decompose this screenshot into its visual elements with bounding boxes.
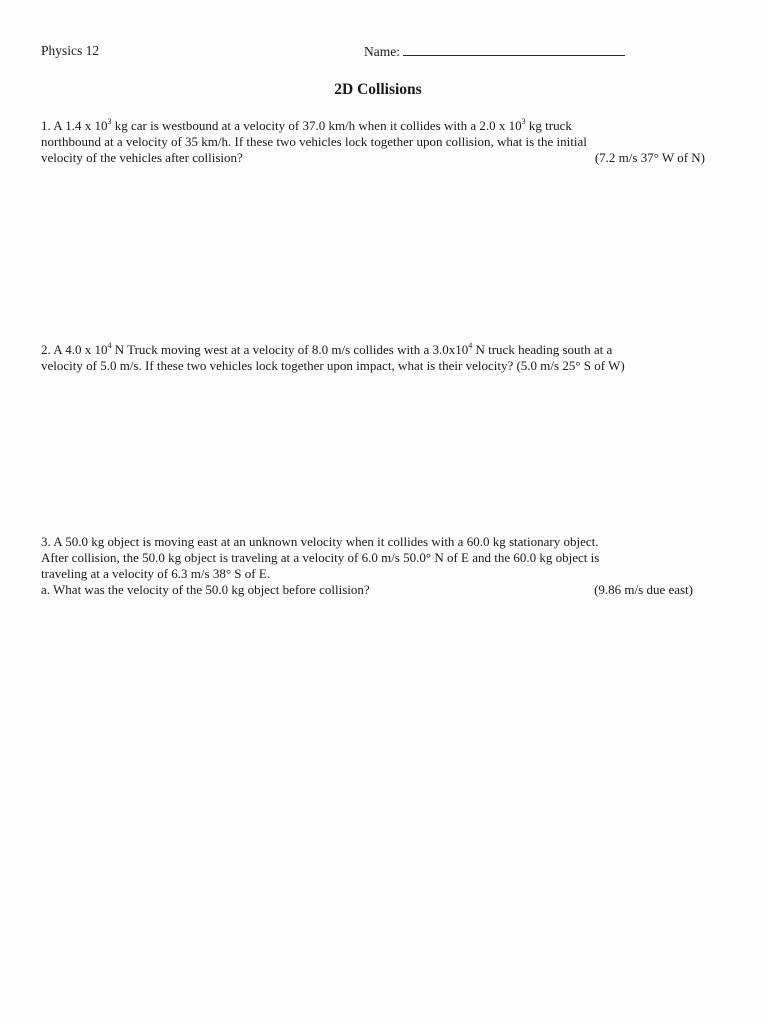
question-2	[41, 342, 711, 374]
question-2-line-1: 2. A 4.0 x $10^4$ N Truck moving west at a velocity of 8.0 m/s collides with a $3.0x10^4$ N truck heading south at a	[41, 340, 613, 357]
question-1-answer: (7.2 m/s 37° W of N)	[594, 150, 705, 165]
question-1-line-3: velocity of the vehicles after collision? (7.2 m/s 37° W of N)	[41, 150, 711, 166]
course-label: Physics 12	[41, 43, 100, 58]
question-1-line-1: 1. A 1.4 x $10^3$ kg car is westbound at a velocity of 37.0 km/h when it collides with a 2.0 x $10^3$ kg truck	[41, 116, 572, 133]
question-2-answer: (5.0 m/s 25° S of W)	[516, 358, 625, 373]
page-title: 2D Collisions	[334, 81, 422, 98]
question-3-line-1: 3. A 50.0 kg object is moving east at an unknown velocity when it collides with a 60.0 kg stationary object.	[41, 534, 599, 549]
question-3	[41, 534, 711, 598]
question-1-line-2: northbound at a velocity of 35 km/h. If these two vehicles lock together upon collision, what is the initial	[41, 134, 587, 149]
question-3-line-3: traveling at a velocity of 6.3 m/s 38° S of E.	[41, 566, 271, 581]
question-2-line-2: velocity of 5.0 m/s. If these two vehicles lock together upon impact, what is their velocity? (5.0 m/s 25° S of W)	[41, 358, 625, 373]
question-3-line-2: After collision, the 50.0 kg object is traveling at a velocity of 6.0 m/s 50.0° N of E and the 60.0 kg object is	[41, 550, 600, 565]
name-blank-line	[403, 43, 625, 56]
question-3-answer: (9.86 m/s due east)	[594, 582, 693, 597]
question-3-part-a: a. What was the velocity of the 50.0 kg object before collision? (9.86 m/s due east)	[41, 582, 711, 598]
name-label: Name:	[364, 44, 400, 59]
question-1	[41, 118, 711, 166]
name-field	[364, 43, 625, 60]
